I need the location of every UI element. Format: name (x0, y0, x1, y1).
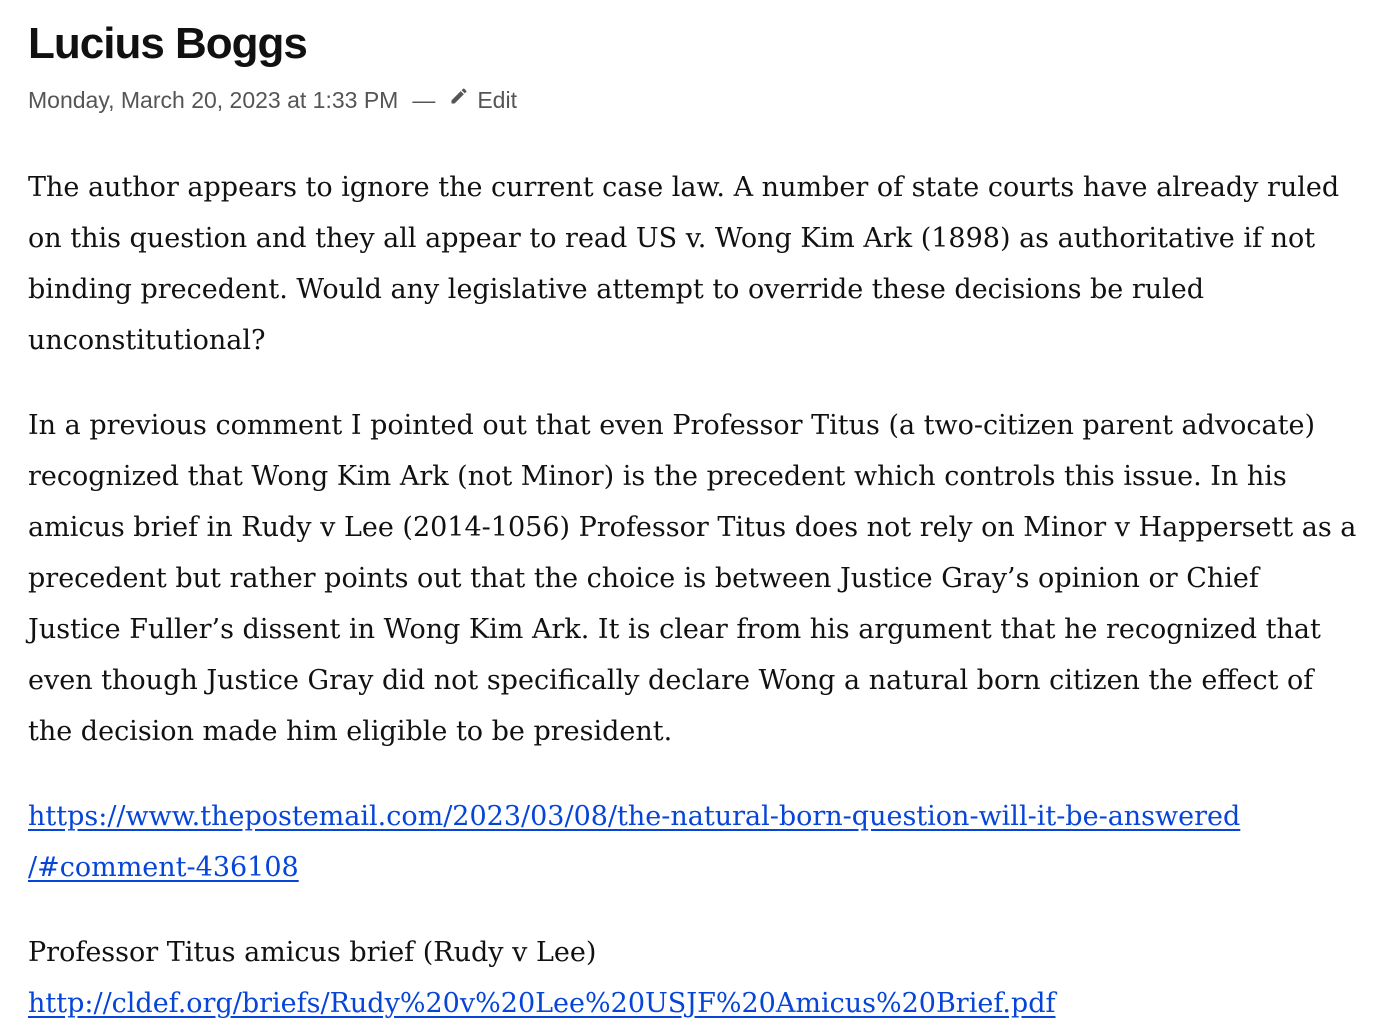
comment-link-paragraph (28, 791, 1358, 893)
comment-author: Lucius Boggs (28, 19, 307, 68)
link-line-2: /#comment-436108 (28, 852, 299, 883)
brief-paragraph (28, 927, 1358, 1029)
pencil-icon (449, 86, 469, 106)
edit-label: Edit (477, 87, 517, 113)
meta-separator: — (412, 87, 436, 113)
edit-link[interactable] (449, 82, 517, 118)
link-line-1: https://www.thepostemail.com/2023/03/08/the-natural-born-question-will-it-be-answered (28, 801, 1241, 832)
comment-paragraph-2: In a previous comment I pointed out that even Professor Titus (a two-citizen parent advocate) recognized that Wong Kim Ark (not Minor) is the precedent which controls this issue. In his amicus brief in Rudy v Lee (2014-1056) Professor Titus does not rely on Minor v Happersett as a precedent but rather points out that the choice is between Justice Gray’s opinion or Chief Justice Fuller’s dissent in Wong Kim Ark. It is clear from his argument that he recognized that even though Justice Gray did not specifically declare Wong a natural born citizen the effect of the decision made him eligible to be president. (28, 410, 1357, 747)
brief-label: Professor Titus amicus brief (Rudy v Lee) (28, 937, 597, 968)
comment-body (28, 162, 1358, 1029)
comment (28, 14, 1358, 1029)
comment-paragraph-1: The author appears to ignore the current case law. A number of state courts have already ruled on this question and they all appear to read US v. Wong Kim Ark (1898) as authoritative if not binding precedent. Would any legislative attempt to override these decisions be ruled unconstitutional? (28, 172, 1340, 356)
comment-meta (28, 82, 1358, 118)
comment-date[interactable]: Monday, March 20, 2023 at 1:33 PM (28, 87, 399, 113)
thepostemail-comment-link[interactable] (28, 801, 1240, 883)
amicus-brief-link[interactable]: http://cldef.org/briefs/Rudy%20v%20Lee%20USJF%20Amicus%20Brief.pdf (28, 988, 1056, 1019)
